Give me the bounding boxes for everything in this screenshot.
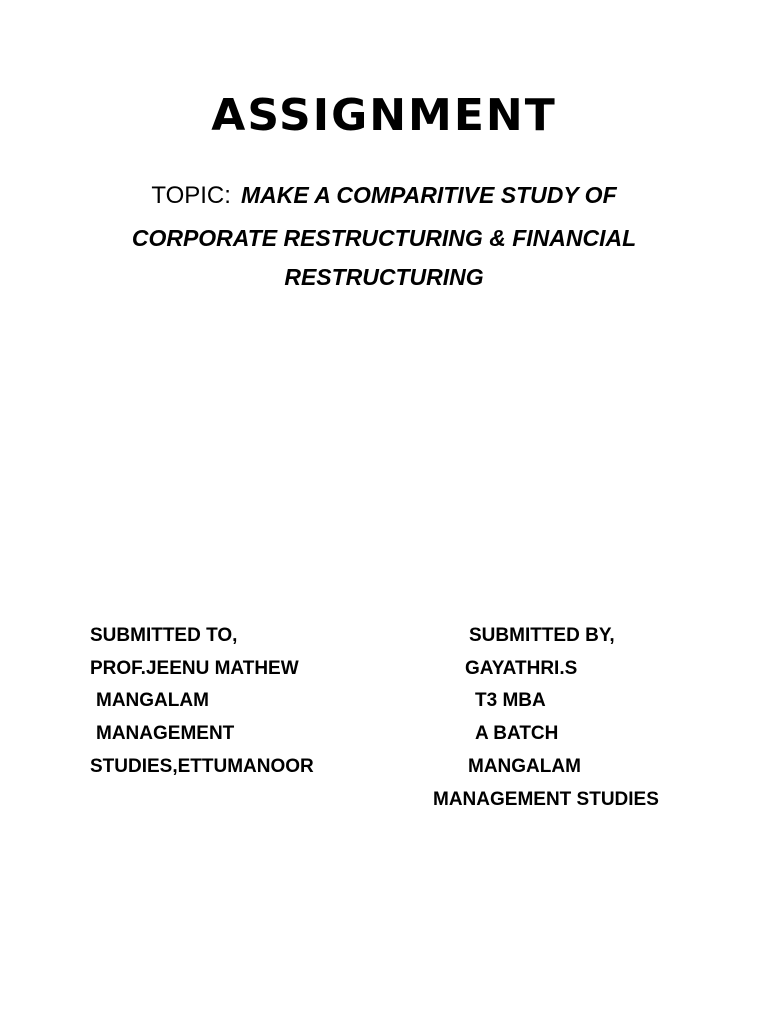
topic-text-line-1: MAKE A COMPARITIVE STUDY OF bbox=[240, 182, 617, 208]
submitted-to-line-3: MANGALAM bbox=[96, 690, 209, 711]
submitted-by-line-3: T3 MBA bbox=[475, 690, 546, 711]
submitted-to-line-4: MANAGEMENT bbox=[96, 723, 235, 744]
topic-text-line-3: RESTRUCTURING bbox=[284, 264, 484, 290]
topic-text-line-2: CORPORATE RESTRUCTURING & FINANCIAL bbox=[131, 225, 637, 251]
submitted-by-line-5: MANGALAM bbox=[468, 756, 581, 777]
topic-label: TOPIC: bbox=[151, 182, 231, 209]
submitted-by-name: GAYATHRI.S bbox=[465, 658, 578, 679]
submitted-by-line-6: MANAGEMENT STUDIES bbox=[433, 789, 659, 810]
submitted-to-heading: SUBMITTED TO, bbox=[90, 625, 238, 646]
submitted-by-heading: SUBMITTED BY, bbox=[469, 625, 615, 646]
submitted-to-name: PROF.JEENU MATHEW bbox=[90, 658, 299, 679]
submitted-to-line-5: STUDIES,ETTUMANOOR bbox=[90, 756, 314, 777]
topic-line-1 bbox=[0, 180, 768, 211]
topic-line-3 bbox=[0, 262, 768, 292]
topic-line-2 bbox=[0, 223, 768, 253]
page-title: ASSIGNMENT bbox=[211, 90, 557, 141]
submitted-by-line-4: A BATCH bbox=[475, 723, 559, 744]
